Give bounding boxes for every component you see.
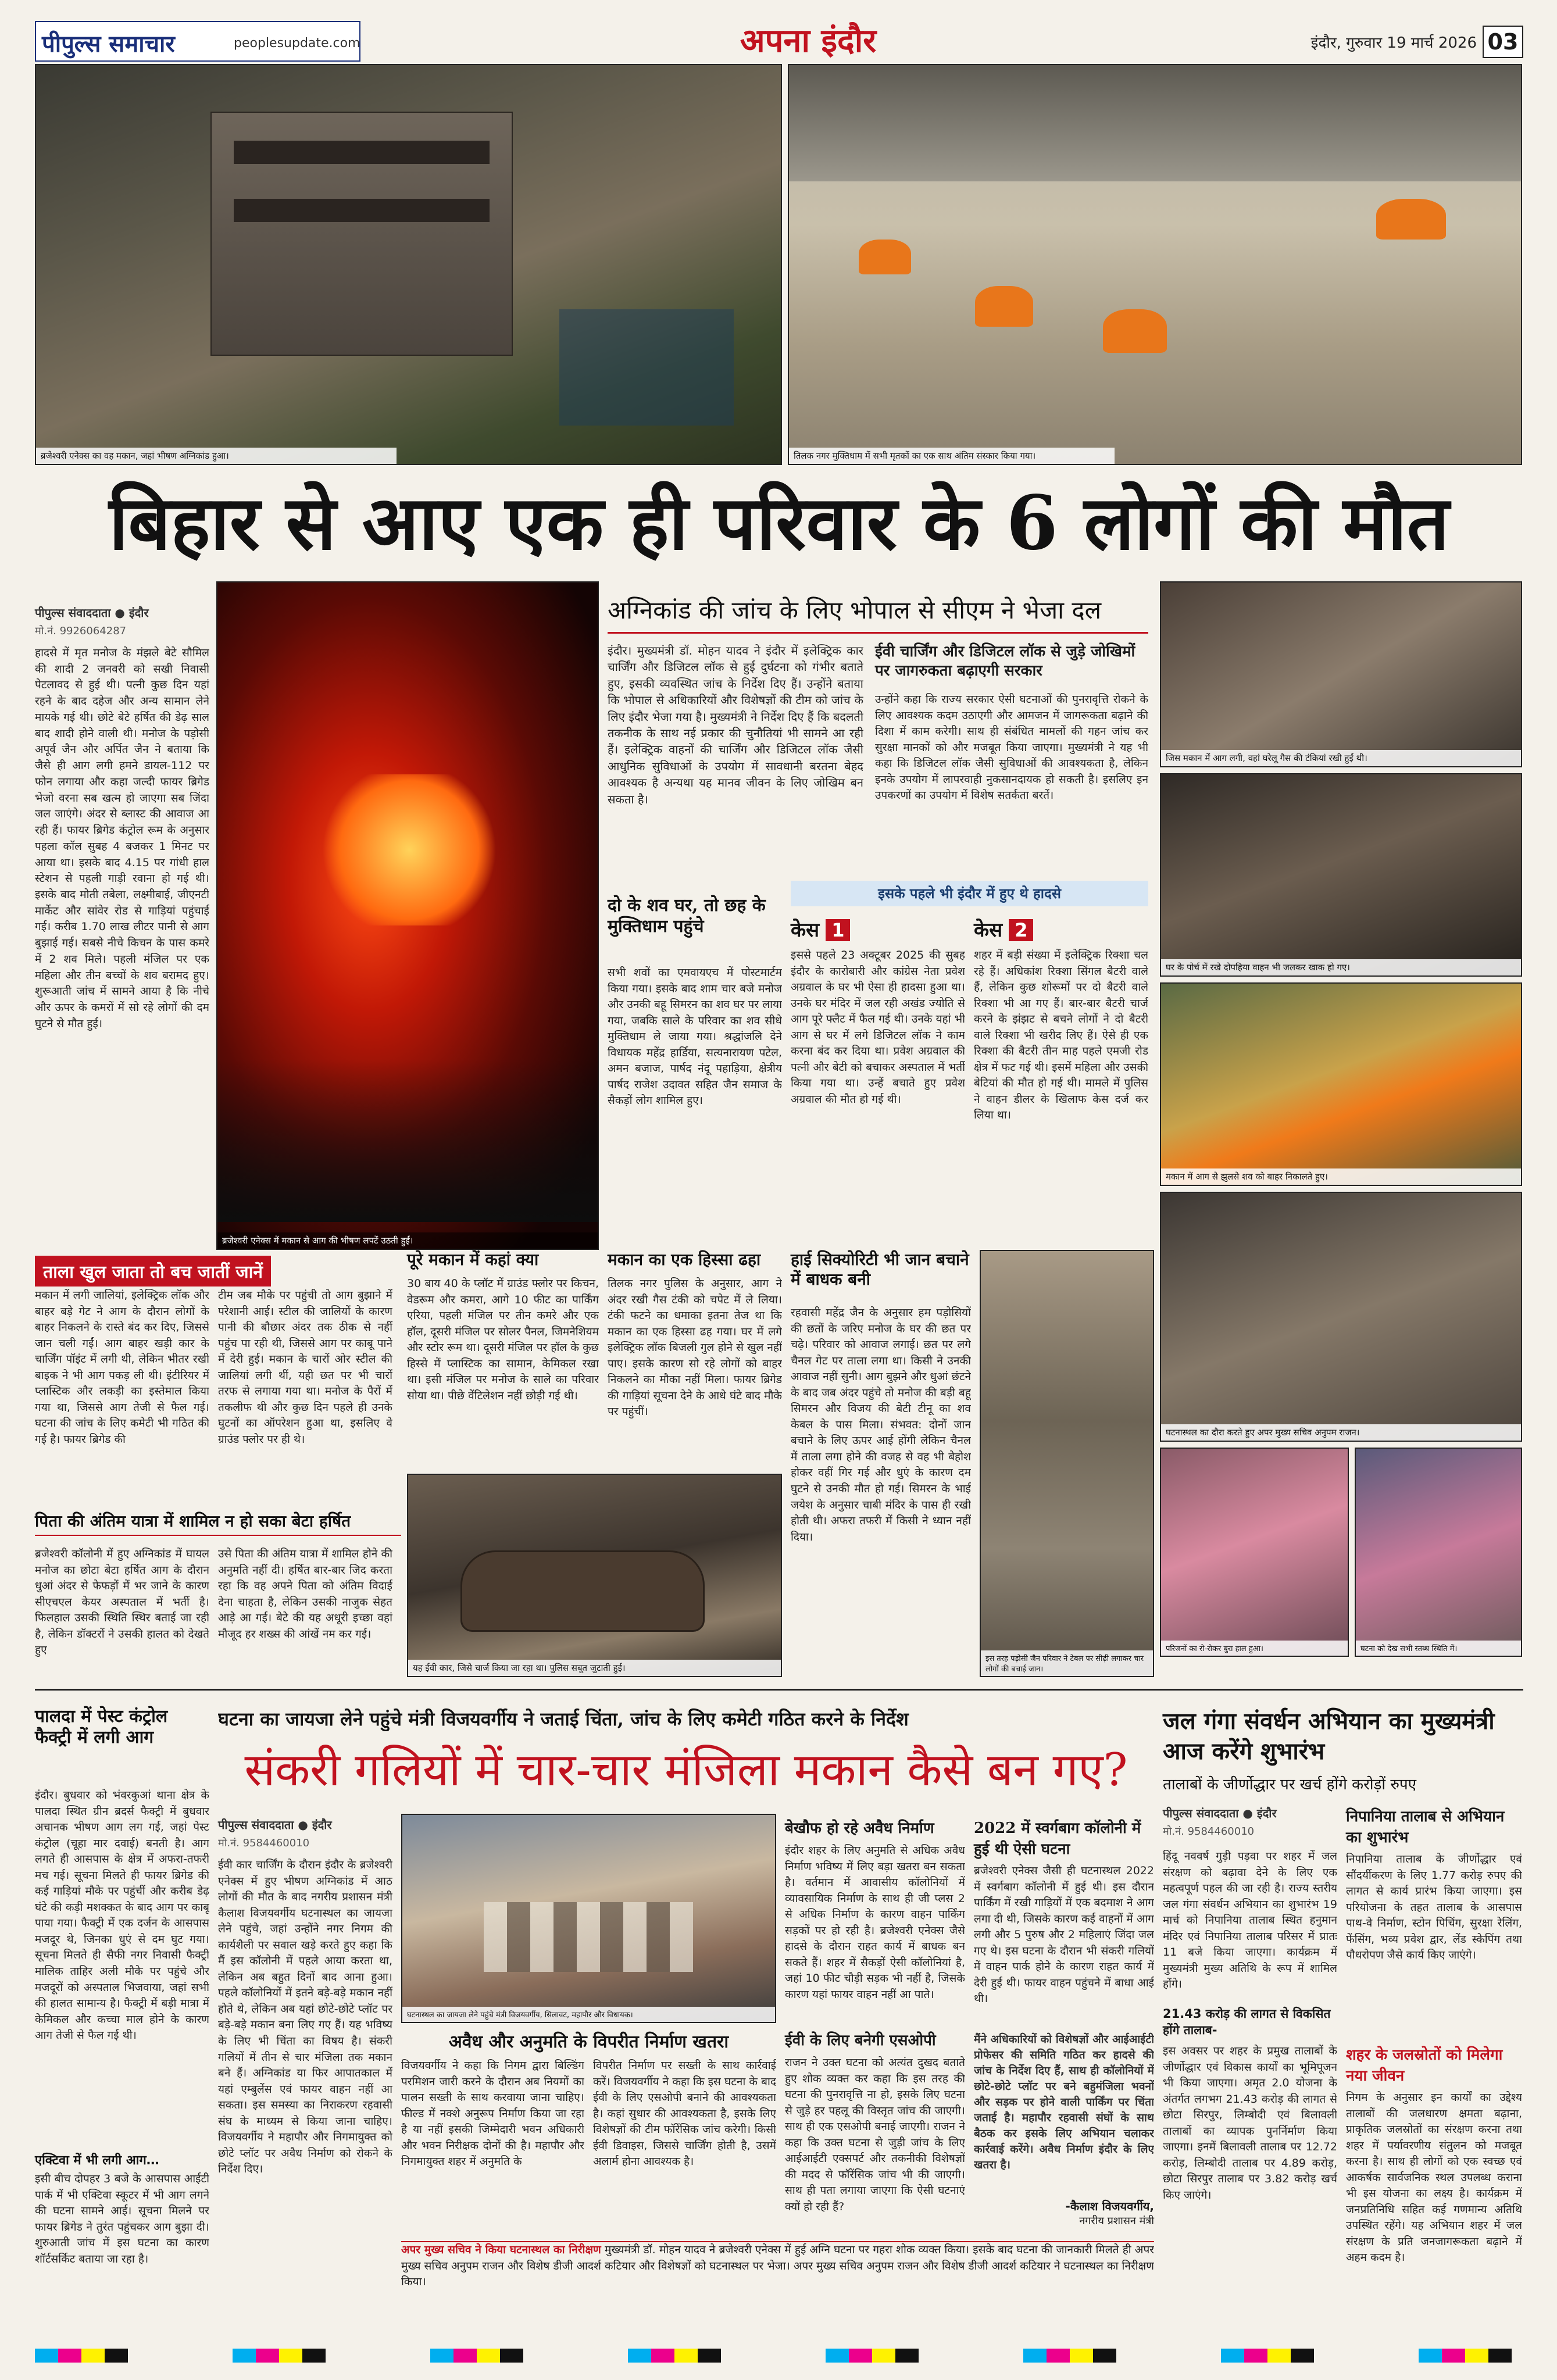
water-side-sub: शहर के जलस्रोतों को मिलेगा नया जीवन (1346, 2046, 1503, 2085)
illegal-headline: बेखौफ हो रहे अवैध निर्माण (785, 1820, 934, 1837)
registration-strip (35, 2349, 1523, 2363)
inspection-caption: घटनास्थल का दौरा करते हुए अपर मुख्य सचिव अनुपम राजन। (1161, 1424, 1521, 1441)
acs-box (401, 2241, 1154, 2305)
burnt-car-photo (407, 1474, 782, 1677)
water-col1b: इस अवसर पर शहर के प्रमुख तालाबों के जीर्णोद्धार एवं विकास कार्यों का भूमिपूजन भी किया जाएगा। अमृत 2.0 योजना के अंतर्गत लगभग 21.43 करोड़ की लागत से छोटा सिरपुर, लिम्बोदी एवं बिलावली तालाबों का व्यापक पुनर्निर्माण किया जाएगा। इनमें बिलावली तालाब पर 12.72 करोड़, लिम्बोदी तालाब पर 4.89 करोड़, छोटा सिरपुर तालाब पर 3.82 करोड़ खर्च किए जाएंगे। (1163, 2045, 1337, 2202)
water-subhead: तालाबों के जीर्णोद्धार पर खर्च होंगे करोड़ों रुपए (1163, 1776, 1417, 1793)
water-side-headline: निपानिया तालाब से अभियान का शुभारंभ (1346, 1808, 1505, 1846)
cm-side-headline: ईवी चार्जिंग और डिजिटल लॉक से जुड़े जोखिमों पर जागरुकता बढ़ाएगी सरकार (875, 643, 1135, 680)
page-number: 03 (1483, 26, 1523, 58)
water-byline-mobile: मो.नं. 9584460010 (1163, 1825, 1255, 1838)
case1-word: केस (791, 919, 820, 942)
inspection-photo (1160, 1192, 1522, 1442)
main-byline (35, 605, 209, 638)
paper-name: पीपुल्स समाचार (42, 30, 175, 58)
illegal-text: इंदौर शहर के लिए अनुमति से अधिक अवैध निर्माण भविष्य में लिए बड़ा खतरा बन सकता है। वर्तमान में आवासीय कॉलोनियों में व्यावसायिक निर्माण के साथ ही जी प्लस 2 से अधिक निर्माण के कारण वाहन पार्किंग सड़कों पर हो रही है। ब्रजेश्वरी एनेक्स जैसे हादसे के दौरान राहत कार्य में बाधक बन सकते हैं। शहर में सैकड़ों ऐसी कॉलोनियां है, जहां 10 फीट चौड़ी सड़क भी नहीं है, जिसके कारण यहां फायर वाहन नहीं आ पाते। (785, 1844, 965, 2001)
gas-cylinder-caption: जिस मकान में आग लगी, वहां घरेलू गैस की टंकियां रखी हुईं थी। (1161, 750, 1521, 766)
burnt-house-photo (35, 64, 782, 465)
burnt-vehicles-photo (1160, 773, 1522, 977)
water-budget-line: 21.43 करोड़ की लागत से विकसित होंगे तालाब- (1163, 2007, 1331, 2037)
pest-sub-headline: एक्टिवा में भी लगी आग… (35, 2153, 159, 2168)
swarg-text: ब्रजेश्वरी एनेक्स जैसी ही घटनास्थल 2022 में स्वर्गबाग कॉलोनी में हुई थी। इस दौरान पार्किंग में रखी गाड़ियों में एक बदमाश ने आग लगा दी थी, जिसके कारण कई वाहनों में आग लगी और 5 पुरुष और 2 महिलाएं जिंदा जल गए थे। इस घटना के दौरान भी संकरी गलियों में वाहन पार्क होने के कारण राहत कार्य में देरी हुई थी। फायर वाहन पहुंचने में बाधा आई थी। (974, 1864, 1154, 2006)
cm-box-headline: अग्निकांड की जांच के लिए भोपाल से सीएम ने भेजा दल (608, 593, 1148, 634)
masthead (35, 17, 1523, 64)
case2-text: शहर में बड़ी संख्या में इलेक्ट्रिक रिक्शा चल रहे हैं। अधिकांश रिक्शा सिंगल बैटरी वाले हैं, लेकिन कुछ शोरूमों पर दो बैटरी वाले रिक्शा भी आ गए हैं। बार-बार बैटरी चार्ज करने के झंझट से बचने लोगों ने दो बैटरी वाले रिक्शा भी खरीद लिए हैं। ऐसे ही एक रिक्शा की बैटरी तीन माह पहले एमजी रोड क्षेत्र में फट गई थी। इसमें महिला और उसकी बेटियां की मौत हो गई थी। मामले में पुलिस ने वाहन डीलर के खिलाफ केस दर्ज कर लिया था। (974, 949, 1148, 1122)
grieving-relatives-photo (1160, 1448, 1349, 1657)
burnt-vehicles-caption: घर के पोर्च में रखे दोपहिया वाहन भी जलकर खाक हो गए। (1161, 959, 1521, 975)
collapse-story-headline: मकान का एक हिस्सा ढहा (608, 1250, 761, 1269)
cm-box-text: इंदौर। मुख्यमंत्री डॉ. मोहन यादव ने इंदौर में इलेक्ट्रिक कार चार्जिंग और डिजिटल लॉक से हुई दुर्घटना को गंभीर बताते हुए, इसकी व्यवस्थित जांच के निर्देश दिए हैं। उन्होंने बताया कि भोपाल से अधिकारियों और विशेषज्ञों की टीम को जांच के लिए इंदौर भेजा गया है। मुख्यमंत्री ने निर्देश दिए हैं कि बदलती तकनीक के साथ नई प्रकार की चुनौतियां भी सामने आ रही हैं। इलेक्ट्रिक वाहनों की चार्जिंग और डिजिटल लॉक जैसी आधुनिक सुविधाओं के उपयोग में सावधानी बरतना बेहद आवश्यक है अन्यथा यह मानव जीवन के लिए जोखिम बन सकता है। (608, 644, 863, 806)
quote-role: नगरीय प्रशासन मंत्री (1079, 2215, 1154, 2227)
cremation-caption: तिलक नगर मुक्तिधाम में सभी मृतकों का एक साथ अंतिम संस्कार किया गया। (789, 448, 1115, 464)
fire-photo (216, 581, 599, 1250)
collapse-story-text: तिलक नगर पुलिस के अनुसार, आग ने अंदर रखी गैस टंकी को चपेट में ले लिया। टंकी फटने का धमाका इतना तेज था कि मकान का एक हिस्सा ढह गया। घर में लगे इलेक्ट्रिक लॉक बिजली गुल होने से खुल नहीं पाए। इसके कारण सो रहे लोगों को बाहर निकलने का मौका नहीं मिला। फायर ब्रिगेड की गाड़ियां सूचना देने के आधे घंटे बाद मौके पर पहुंचीं। (608, 1277, 782, 1418)
case2-word: केस (974, 919, 1003, 942)
main-headline: बिहार से आए एक ही परिवार के 6 लोगों की मौत (109, 480, 1449, 567)
main-story-col1: हादसे में मृत मनोज के मंझले बेटे सौमिल की शादी 2 जनवरी को सखी निवासी पेटलावद से हुई थी। पत्नी कुछ दिन यहां रहने के बाद दहेज और अन्य सामान लेने मायके गई थी। छोटे बेटे हर्षित की डेढ़ साल बाद शादी होने वाली थी। मनोज के पड़ोसी अपूर्व जैन और अर्पित जैन ने बताया कि जैसे ही आग लगी हमने डायल-112 पर फोन लगाया और कहा जल्दी फायर ब्रिगेड भेजो वरना सब खत्म हो जाएगा सब जिंदा जल जाएंगे। अंदर से ब्लास्ट की आवाज आ रही हैं। फायर ब्रिगेड कंट्रोल रूम के अनुसार पहला कॉल सुबह 4 बजकर 1 मिनट पर आया था। इसके बाद 4.15 पर गांधी हाल स्टेशन से पहली गाड़ी रवाना हो गई थी। इसके बाद मोती तबेला, लक्ष्मीबाई, जीएनटी मार्केट और सांवेर रोड से गाड़ियां पहुंचाई गई। करीब 1.70 लाख लीटर पानी से आग बुझाई गई। सबसे नीचे किचन के पास कमरे में 2 शव मिले। पहली मंजिल पर एक महिला और तीन बच्चों के शव बरामद हुए। शुरूआती जांच में सामने आया है कि नीचे और ऊपर के कमरों में सो रहे लोगों की दम घुटने से मौत हुई। (35, 646, 209, 1030)
water-byline (1163, 1805, 1337, 1838)
dateline: इंदौर, गुरुवार 19 मार्च 2026 (1310, 34, 1477, 52)
funeral-story-headline: पिता की अंतिम यात्रा में शामिल न हो सका बेटा हर्षित (35, 1511, 401, 1536)
section-divider (35, 1689, 1523, 1691)
shocked-crowd-caption: घटना को देख सभी स्तब्ध स्थिति में। (1356, 1641, 1521, 1656)
fire-photo-caption: ब्रजेश्वरी एनेक्स में मकान से आग की भीषण लपटें उठती हुईं। (217, 1232, 598, 1249)
ev-sop-headline: ईवी के लिए बनेगी एसओपी (785, 2032, 936, 2049)
minister-visit-photo (401, 1814, 776, 2023)
minister-sub-headline: अवैध और अनुमति के विपरीत निर्माण खतरा (448, 2032, 729, 2052)
water-col1: हिंदू नववर्ष गुड़ी पड़वा पर शहर में जल संरक्षण को बढ़ावा देने के लिए एक महत्वपूर्ण पहल की जा रही है। राज्य स्तरीय जल गंगा संवर्धन अभियान का शुभारंभ 19 मार्च को निपानिया तालाब स्थित हनुमान मंदिर एवं निपानिया तालाब परिसर में प्रातः 11 बजे किया जाएगा। कार्यक्रम में मुख्यमंत्री मुख्य अतिथि के रूप में शामिल होंगे। (1163, 1850, 1337, 1991)
shocked-crowd-photo (1355, 1448, 1522, 1657)
minister-visit-caption: घटनास्थल का जायजा लेने पहुंचे मंत्री विजयवर्गीय, सिलावट, महापौर और विधायक। (402, 2007, 775, 2022)
gas-cylinder-photo (1160, 581, 1522, 767)
acs-text: मुख्यमंत्री डॉ. मोहन यादव ने ब्रजेश्वरी एनेक्स में हुई अग्नि घटना पर गहरा शोक व्यक्त किया। इसके बाद घटना की जानकारी मिलते ही अपर मुख्य सचिव अनुपम राजन और विशेष डीजी आदर्श कटियार और विशेषज्ञों को घटनास्थल पर भेजा। अपर मुख्य सचिव अनुपम राजन और विशेष डीजी आदर्श कटियार ने घटनास्थल का निरीक्षण किया। (401, 2243, 1154, 2289)
grieving-relatives-caption: परिजनों का रो-रोकर बुरा हाल हुआ। (1161, 1641, 1348, 1656)
quote-text: मैंने अधिकारियों को विशेषज्ञों और आईआईटी प्रोफेसर की समिति गठित कर हादसे की जांच के निर्देश दिए हैं, साथ ही कॉलोनियों में छोटे-छोटे प्लॉट पर बने बहुमंजिला भवनों और सड़क पर होने वाली पार्किंग पर चिंता जताई है। महापौर रहवासी संघों के साथ बैठक कर इसके लिए अभियान चलाकर कार्रवाई करेंगे। अवैध निर्माण इंदौर के लिए खतरा है। (974, 2033, 1154, 2171)
ladder-photo (980, 1250, 1154, 1677)
byline-mobile: मो.नं. 9926064287 (35, 625, 127, 637)
lock-story-col1: मकान में लगी जालियां, इलेक्ट्रिक लॉक और बाहर बड़े गेट ने आग के दौरान लोगों के बाहर निकलने के रास्ते बंद कर दिए, जिससे जान चली गईं। आग बाहर खड़ी कार के चार्जिंग पॉइंट में लगी थी, लेकिन भीतर रखी बाइक ने भी आग पकड़ ली थी। इंटीरियर में प्लास्टिक और लकड़ी का इस्तेमाल किया गया था, जिससे आग तेजी से फैल गई। घटना की जांच के लिए कमेटी भी गठित की गई है। फायर ब्रिगेड की (35, 1289, 209, 1446)
ladder-caption: इस तरह पड़ोसी जैन परिवार ने टेबल पर सीढ़ी लगाकर चार लोगों की बचाई जान। (981, 1650, 1153, 1676)
case2-number: 2 (1009, 919, 1033, 941)
security-story-headline: हाई सिक्योरिटी भी जान बचाने में बाधक बनी (791, 1250, 969, 1289)
paper-logo (35, 21, 360, 62)
security-story-text: रहवासी महेंद्र जैन के अनुसार हम पड़ोसियों की छतों के जरिए मनोज के घर की छत पर चढ़े। परिवार को आवाज लगाई। छत पर लगे चैनल गेट पर ताला लगा था। किसी ने उनकी आवाज नहीं सुनी। आग बुझने और धुआं छंटने के बाद जब अंदर पहुंचे तो मनोज की बड़ी बहू सिमरन और विजय की बेटी टीनू का शव केबल के पास मिला। संभवत: दोनों जान बचाने के लिए ऊपर आई होंगी लेकिन चैनल में ताला लगा होने की वजह से वह भी बेहोश होकर वहीं गिर गई और धुएं के कारण दम घुटने से उनकी मौत हो गई। सिमरन के भाई जयेश के अनुसार चाबी मंदिर के पास ही रखी होती थी। अफरा तफरी में किसी ने ध्यान नहीं दिया। (791, 1306, 971, 1543)
burnt-car-caption: यह ईवी कार, जिसे चार्ज किया जा रहा था। पुलिस सबूत जुटाती हुई। (408, 1660, 781, 1676)
byline-text: पीपुल्स संवाददाता ● इंदौर (35, 606, 149, 620)
burnt-house-caption: ब्रजेश्वरी एनेक्स का वह मकान, जहां भीषण अग्निकांड हुआ। (36, 448, 397, 464)
pest-story-headline: पालदा में पेस्ट कंट्रोल फैक्ट्री में लगी आग (35, 1706, 168, 1748)
lock-story-col2: टीम जब मौके पर पहुंची तो आग बुझाने में परेशानी आई। स्टील की जालियों के कारण पानी की बौछार अंदर तक ठीक से नहीं पहुंच पा रही थी, जिससे आग पर काबू पाने में देरी हुई। मकान के चारों ओर स्टील की जालियां लगी थीं, यही छत पर भी चारों तरफ से लगाया गया था। मनोज के पैरों में तकलीफ थी और कुछ दिन पहले ही उनके घुटनों का ऑपरेशन हुआ था, इसलिए वे ग्राउंड फ्लोर पर ही थे। (218, 1289, 392, 1446)
minister-byline (218, 1817, 392, 1850)
water-side-text2: निगम के अनुसार इन कार्यों का उद्देश्य तालाबों की जलधारण क्षमता बढ़ाना, प्राकृतिक जलस्रोतों का संरक्षण करना तथा शहर में पर्यावरणीय संतुलन को मजबूत करना है। साथ ही लोगों को एक स्वच्छ एवं आकर्षक सार्वजनिक स्थल उपलब्ध कराना भी इस योजना का लक्ष्य है। कार्यक्रम में जनप्रतिनिधि सहित कई गणमान्य अतिथि उपस्थित रहेंगे। यह अभियान शहर में जल संरक्षण के प्रति जनजागरूकता बढ़ाने में अहम कदम है। (1346, 2091, 1522, 2264)
case1-number: 1 (826, 919, 850, 941)
cm-side-text: उन्होंने कहा कि राज्य सरकार ऐसी घटनाओं की पुनरावृत्ति रोकने के लिए आवश्यक कदम उठाएगी और आमजन में जागरूकता बढ़ाने की दिशा में काम करेगी। साथ ही संबंधित मामलों की गहन जांच कर सुरक्षा मानकों को और मजबूत किया जाएगा। मुख्यमंत्री ने यह भी कहा कि डिजिटल लॉक जैसी सुविधाओं की आवश्यकता है, लेकिन इनके उपयोग में लापरवाही नुकसानदायक हो सकती है। इसलिए इन उपकरणों का उपयोग में विशेष सतर्कता बरतें। (875, 693, 1148, 802)
water-headline: जल गंगा संवर्धन अभियान का मुख्यमंत्री आज करेंगे शुभारंभ (1163, 1707, 1495, 1765)
rescue-photo (1160, 982, 1522, 1186)
minister-col1: ईवी कार चार्जिंग के दौरान इंदौर के ब्रजेश्वरी एनेक्स में हुए भीषण अग्निकांड में आठ लोगों की मौत के बाद नगरीय प्रशासन मंत्री कैलाश विजयवर्गीय घटनास्थल का जायजा लेने पहुंचे, जहां उन्होंने नगर निगम की कार्यशैली पर सवाल खड़े करते हुए कहा कि मैं इस कॉलोनी में पहले आया करता था, लेकिन अब बहुत दिनों बाद आना हुआ। पहले कॉलोनियों में इतने बड़े-बड़े मकान नहीं होते थे, लेकिन अब यहां छोटे-छोटे प्लॉट पर बड़े-बड़े मकान बना लिए गए हैं। यह भविष्य के लिए भी चिंता का विषय है। संकरी गलियों में तीन से चार मंजिला तक मकान बने हैं। अग्निकांड या फिर आपातकाल में यहां एम्बुलेंस एवं फायर वाहन नहीं आ सकता। इस समस्या का निराकरण रहवासी संघ के माध्यम से किया जाना चाहिए। विजयवर्गीय ने महापौर और निगमायुक्त को छोटे प्लॉट पर अवैध निर्माण को रोकने के निर्देश दिए। (218, 1859, 392, 2176)
minister-headline: संकरी गलियों में चार-चार मंजिला मकान कैसे बन गए? (244, 1744, 1128, 1796)
cremation-photo (788, 64, 1522, 465)
minister-byline-text: पीपुल्स संवाददाता ● इंदौर (218, 1818, 332, 1832)
minister-col2: विजयवर्गीय ने कहा कि निगम द्वारा बिल्डिंग परमिशन जारी करने के दौरान अब नियमों का पालन सख्ती के साथ करवाया जाना चाहिए। फील्ड में नक्शे अनुरूप निर्माण किया जा रहा है या नहीं इसकी जिम्मेदारी भवन अधिकारी और भवन निरीक्षक दोनों की है। महापौर और निगमायुक्त शहर में अनुमति के (401, 2059, 584, 2168)
lock-story-headline (35, 1256, 271, 1287)
cremation-text: सभी शवों का एमवायएच में पोस्टमार्टम किया गया। इसके बाद शाम चार बजे मनोज और उनकी बहू सिमरन का शव घर पर लाया गया, जबकि साले के परिवार का शव सीधे मुक्तिधाम ले जाया गया। श्रद्धांजलि देने विधायक महेंद्र हार्डिया, सत्यनारायण पटेल, अमन बजाज, पार्षद नंदू पहाड़िया, क्षेत्रीय पार्षद राजेश उदावत सहित जैन समाज के सैकड़ों लोग शामिल हुए। (608, 966, 782, 1107)
case2-label (974, 916, 1061, 945)
ev-sop-text: राजन ने उक्त घटना को अत्यंत दुखद बताते हुए शोक व्यक्त कर कहा कि इस तरह की घटना की पुनरावृत्ति ना हो, इसके लिए घटना से जुड़े हर पहलू की विस्तृत जांच की जाएगी। साथ ही एक एसओपी बनाई जाएगी। राजन ने कहा कि उक्त घटना से जुड़ी जांच के लिए आईआईटी एक्सपर्ट और तकनीकी विशेषज्ञों की मदद से फॉरेंसिक जांच भी की जाएगी। साथ ही पता लगाया जाएगा कि ऐसी घटनाएं क्यों हो रही हैं? (785, 2056, 965, 2213)
case1-label (791, 916, 878, 945)
acs-label: अपर मुख्य सचिव ने किया घटनास्थल का निरीक्षण (401, 2243, 601, 2256)
minister-byline-mobile: मो.नं. 9584460010 (218, 1837, 310, 1849)
funeral-story-col1: ब्रजेश्वरी कॉलोनी में हुए अग्निकांड में घायल मनोज का छोटा बेटा हर्षित आग के दौरान धुआं अंदर से फेफड़ों में भर जाने के कारण सीएचएल केयर अस्पताल में भर्ती है। फिलहाल उसकी स्थिति स्थिर बताई जा रही है, लेकिन डॉक्टरों ने उसकी हालत को देखते हुए (35, 1548, 209, 1657)
rescue-caption: मकान में आग से झुलसे शव को बाहर निकालते हुए। (1161, 1168, 1521, 1185)
water-side-text: निपानिया तालाब के जीर्णोद्धार एवं सौंदर्यीकरण के लिए 1.77 करोड़ रुपए की लागत से कार्य प्रारंभ किया जाएगा। इस परियोजना के तहत तालाब के आसपास पाथ-वे निर्माण, स्टोन पिचिंग, सुरक्षा रेलिंग, फेंसिंग, भव्य प्रवेश द्वार, लेंड स्केपिंग तथा पौधरोपण जैसे कार्य किए जाएंगे। (1346, 1853, 1522, 1962)
water-byline-text: पीपुल्स संवाददाता ● इंदौर (1163, 1806, 1277, 1820)
swarg-headline: 2022 में स्वर्गबाग कॉलोनी में हुई थी ऐसी घटना (974, 1820, 1141, 1858)
minister-col3: विपरीत निर्माण पर सख्ती के साथ कार्रवाई करें। विजयवर्गीय ने कहा कि इस घटना के बाद ईवी के लिए एसओपी बनाने की आवश्यकता है। कहां सुधार की आवश्यकता है, इसके लिए विशेषज्ञों की टीम फॉरेंसिक जांच करेगी। किसी ईवी डिवाइस, जिससे चार्जिंग होती है, उसमें अलार्म होना आवश्यक है। (593, 2059, 776, 2168)
quote-author: -कैलाश विजयवर्गीय, (1065, 2199, 1154, 2213)
house-story-headline: पूरे मकान में कहां क्या (407, 1250, 539, 1269)
funeral-story-col2: उसे पिता की अंतिम यात्रा में शामिल होने की अनुमति नहीं दी। हर्षित बार-बार जिद करता रहा कि वह अपने पिता को अंतिम विदाई देना चाहता है, लेकिन उसकी नाजुक सेहत आड़े आ गई। बेटे की यह अधूरी इच्छा वहां मौजूद हर शख्स की आंखें नम कर गई। (218, 1548, 392, 1641)
quote-box (974, 2032, 1154, 2235)
case1-text: इससे पहले 23 अक्टूबर 2025 की सुबह इंदौर के कारोबारी और कांग्रेस नेता प्रवेश अग्रवाल के घर भी ऐसा ही हादसा हुआ था। उनके घर मंदिर में जल रही अखंड ज्योति से आग पूरे फ्लैट में फैल गई थी। उनके यहां भी आग से घर में लगे डिजिटल लॉक ने काम करना बंद कर दिया था। प्रवेश अग्रवाल की पत्नी और बेटी को बचाकर अस्पताल में भर्ती किया गया था। उन्हें बचाते हुए प्रवेश अग्रवाल की मौत हो गई थी। (791, 949, 965, 1106)
minister-kicker: घटना का जायजा लेने पहुंचे मंत्री विजयवर्गीय ने जताई चिंता, जांच के लिए कमेटी गठित करने के निर्देश (218, 1708, 909, 1730)
cremation-headline: दो के शव घर, तो छह के मुक्तिधाम पहुंचे (608, 895, 766, 937)
pest-sub-text: इसी बीच दोपहर 3 बजे के आसपास आईटी पार्क में भी एक्टिवा स्कूटर में भी आग लगने की घटना सामने आई। सूचना मिलने पर फायर ब्रिगेड ने तुरंत पहुंचकर आग बुझा दी। शुरुआती जांच में इस घटना का कारण शॉर्टसर्किट बताया जा रहा है। (35, 2172, 209, 2265)
section-title: अपना इंदौर (740, 22, 877, 60)
earlier-incidents-title: इसके पहले भी इंदौर में हुए थे हादसे (791, 881, 1148, 906)
pest-story-text: इंदौर। बुधवार को भंवरकुआं थाना क्षेत्र के पालदा स्थित ग्रीन ब्रदर्स फैक्ट्री में बुधवार अचानक भीषण आग लग गई, जहां पेस्ट कंट्रोल (चूहा मार दवाई) बनती है। आग लगते ही आसपास के क्षेत्र में अफरा-तफरी मच गई। सूचना मिलते ही फायर ब्रिगेड की कई गाड़ियां मौके पर पहुंचीं और करीब डेढ़ घंटे की कड़ी मशक्कत के बाद आग पर काबू पाया गया। फैक्ट्री में एक दर्जन के आसपास मजदूर थे, जिनका धुएं से दम घुट गया। सूचना मिलते ही सैफी नगर निवासी फैक्ट्री मालिक ताहिर अली मौके पर पहुंचे और मजदूरों को अस्पताल भिजवाया, जहां सभी की हालत सामान्य है। फैक्ट्री में बड़ी मात्रा में केमिकल और कच्चा माल होने के कारण आग तेजी से फैल गई थी। (35, 1789, 209, 2042)
house-story-text: 30 बाय 40 के प्लॉट में ग्राउंड फ्लोर पर किचन, वेडरूम और कमरा, आगे 10 फीट का पार्किंग एरिया, पहली मंजिल पर तीन कमरे और एक हॉल, दूसरी मंजिल पर सोलर पैनल, जिमनेशियम और स्टोर रूम था। दूसरी मंजिल पर हॉल के कुछ हिस्से में प्लास्टिक का सामान, केमिकल रखा था। इसी मंजिल पर मनोज के साले का परिवार सोया था। पीछे वेंटिलेशन नहीं छोड़ी गई थी। (407, 1277, 599, 1402)
website: peoplesupdate.com (234, 36, 360, 51)
lock-story-tag: ताला खुल जाता तो बच जातीं जानें (35, 1256, 271, 1287)
